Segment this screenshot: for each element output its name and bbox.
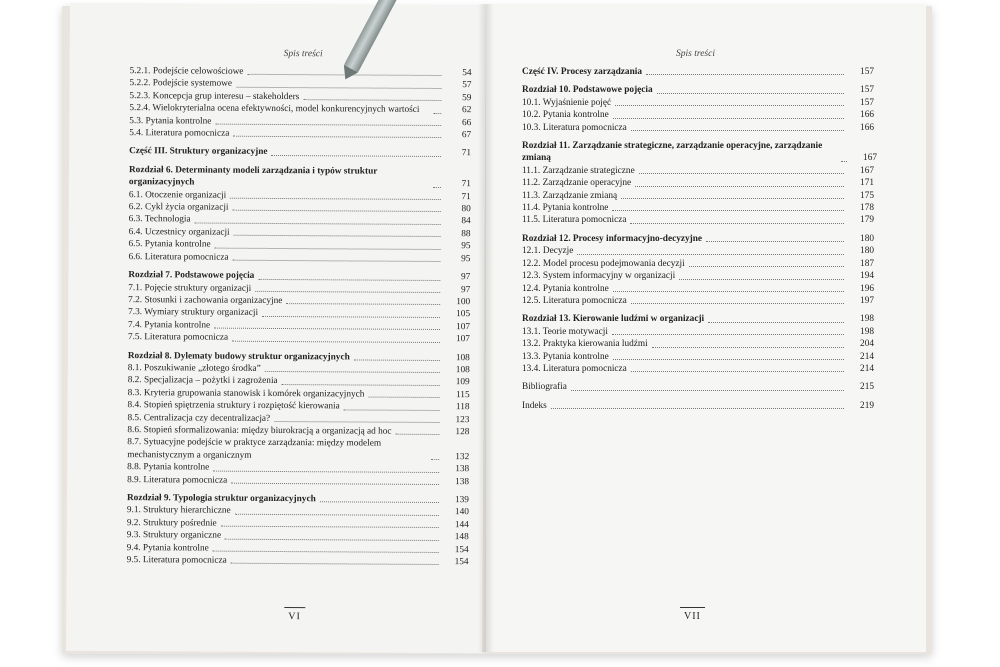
running-head: Spis treści	[283, 49, 323, 60]
toc-entry: 7.4. Pytania kontrolne 107	[128, 319, 471, 332]
toc-entry: 6.1. Otoczenie organizacji 71	[128, 189, 471, 202]
toc-entry: 8.4. Stopień spiętrzenia struktury i rozpiętość kierowania 118	[127, 400, 470, 413]
book-gutter	[478, 4, 494, 652]
toc-entry: 5.2.2. Podejście systemowe 57	[129, 78, 472, 91]
toc-chapter: Rozdział 9. Typologia struktur organizacyjnych 139	[126, 493, 470, 506]
toc-chapter: Rozdział 13. Kierowanie ludźmi w organizacji 198	[522, 314, 874, 325]
toc-entry: Indeks 219	[522, 400, 874, 411]
toc-chapter: Rozdział 6. Determinanty modeli zarządzania i typów struktur organizacyjnych 71	[128, 164, 471, 190]
toc-entry: 5.4. Literatura pomocnicza 67	[129, 128, 472, 141]
page-number: VI	[288, 611, 301, 623]
toc-entry: 9.5. Literatura pomocnicza 154	[126, 555, 469, 568]
toc-entry: 10.2. Pytania kontrolne 166	[522, 110, 874, 121]
toc-chapter: Rozdział 8. Dylematy budowy struktur organizacyjnych 108	[127, 350, 470, 363]
toc-entry: 9.1. Struktury hierarchiczne 140	[126, 505, 469, 518]
toc-entry: 12.4. Pytania kontrolne 196	[522, 283, 874, 294]
toc-entry: 12.2. Model procesu podejmowania decyzji 187	[522, 258, 874, 269]
toc-entry: 7.3. Wymiary struktury organizacji 105	[128, 307, 471, 320]
toc-entry: 8.6. Stopień sformalizowania: między biurokracją a organizacją ad hoc 128	[127, 425, 470, 438]
toc-entry: 5.2.4. Wielokryterialna ocena efektywności, model konkurencyjnych wartości 62	[129, 103, 472, 116]
toc-entry: 6.4. Uczestnicy organizacji 88	[128, 226, 471, 240]
right-page	[486, 4, 926, 652]
toc-entry: 13.4. Literatura pomocnicza 214	[522, 363, 874, 374]
toc-entry: 7.2. Stosunki i zachowania organizacyjne 100	[128, 294, 471, 308]
toc-entry: 6.3. Technologia 84	[128, 214, 471, 227]
toc-entry: 6.5. Pytania kontrolne 95	[128, 239, 471, 252]
toc-entry: 9.4. Pytania kontrolne 154	[126, 542, 469, 555]
toc-entry: 6.2. Cykl życia organizacji 80	[128, 202, 471, 215]
toc-part: Część III. Struktury organizacyjne 71	[129, 146, 472, 159]
toc-entry: 7.1. Pojęcie struktury organizacji 97	[128, 282, 471, 295]
running-head: Spis treści	[676, 49, 715, 59]
toc-entry: 9.3. Struktury organiczne 148	[126, 530, 469, 543]
toc-entry: 5.3. Pytania kontrolne 66	[129, 115, 472, 128]
toc-chapter: Rozdział 11. Zarządzanie strategiczne, zarządzanie operacyjne, zarządzanie zmianą 167	[522, 141, 877, 164]
left-page	[66, 3, 486, 654]
toc-entry: 11.5. Literatura pomocnicza 179	[522, 215, 874, 226]
toc-part: Część IV. Procesy zarządzania 157	[522, 67, 874, 77]
toc-list	[522, 66, 877, 412]
toc-chapter: Rozdział 7. Podstawowe pojęcia 97	[128, 270, 471, 283]
toc-entry: 8.3. Kryteria grupowania stanowisk i komórek organizacyjnych 115	[127, 387, 470, 400]
toc-entry: 6.6. Literatura pomocnicza 95	[128, 251, 471, 264]
toc-entry: 9.2. Struktury pośrednie 144	[126, 517, 469, 530]
toc-entry: 11.2. Zarządzanie operacyjne 171	[522, 178, 874, 189]
toc-entry: 12.5. Literatura pomocnicza 197	[522, 295, 874, 306]
toc-entry: 13.2. Praktyka kierowania ludźmi 204	[522, 339, 874, 350]
toc-entry: 13.3. Pytania kontrolne 214	[522, 351, 874, 362]
toc-entry: 10.3. Literatura pomocnicza 166	[522, 122, 874, 133]
toc-entry: 13.1. Teorie motywacji 198	[522, 326, 874, 337]
page-number: VII	[684, 611, 701, 622]
toc-entry: Bibliografia 215	[522, 382, 874, 393]
toc-entry: 12.1. Decyzje 180	[522, 246, 874, 257]
toc-entry: 11.4. Pytania kontrolne 178	[522, 203, 874, 214]
toc-entry: 11.3. Zarządzanie zmianą 175	[522, 190, 874, 201]
toc-list	[127, 65, 472, 569]
toc-entry: 5.2.1. Podejście celowościowe 54	[129, 66, 472, 79]
toc-chapter: Rozdział 10. Podstawowe pojęcia 157	[522, 85, 874, 96]
toc-entry: 12.3. System informacyjny w organizacji 194	[522, 271, 874, 282]
toc-entry: 7.5. Literatura pomocnicza 107	[127, 332, 470, 345]
toc-entry: 11.1. Zarządzanie strategiczne 167	[522, 165, 874, 176]
toc-entry: 8.7. Sytuacyjne podejście w praktyce zarządzania: między modelem mechanistycznym a organicznym 132	[127, 437, 470, 462]
toc-entry: 5.2.3. Koncepcja grup interesu – stakeholders 59	[129, 90, 472, 103]
toc-entry: 8.5. Centralizacja czy decentralizacja? 123	[127, 412, 470, 425]
toc-chapter: Rozdział 12. Procesy informacyjno-decyzyjne 180	[522, 233, 874, 244]
toc-entry: 8.8. Pytania kontrolne 138	[127, 462, 470, 475]
toc-entry: 8.9. Literatura pomocnicza 138	[127, 474, 470, 487]
toc-entry: 8.1. Poszukiwanie „złotego środka” 108	[127, 363, 470, 376]
toc-entry: 8.2. Specjalizacja – pożytki i zagrożenia 109	[127, 375, 470, 388]
toc-entry: 10.1. Wyjaśnienie pojęć 157	[522, 97, 874, 108]
